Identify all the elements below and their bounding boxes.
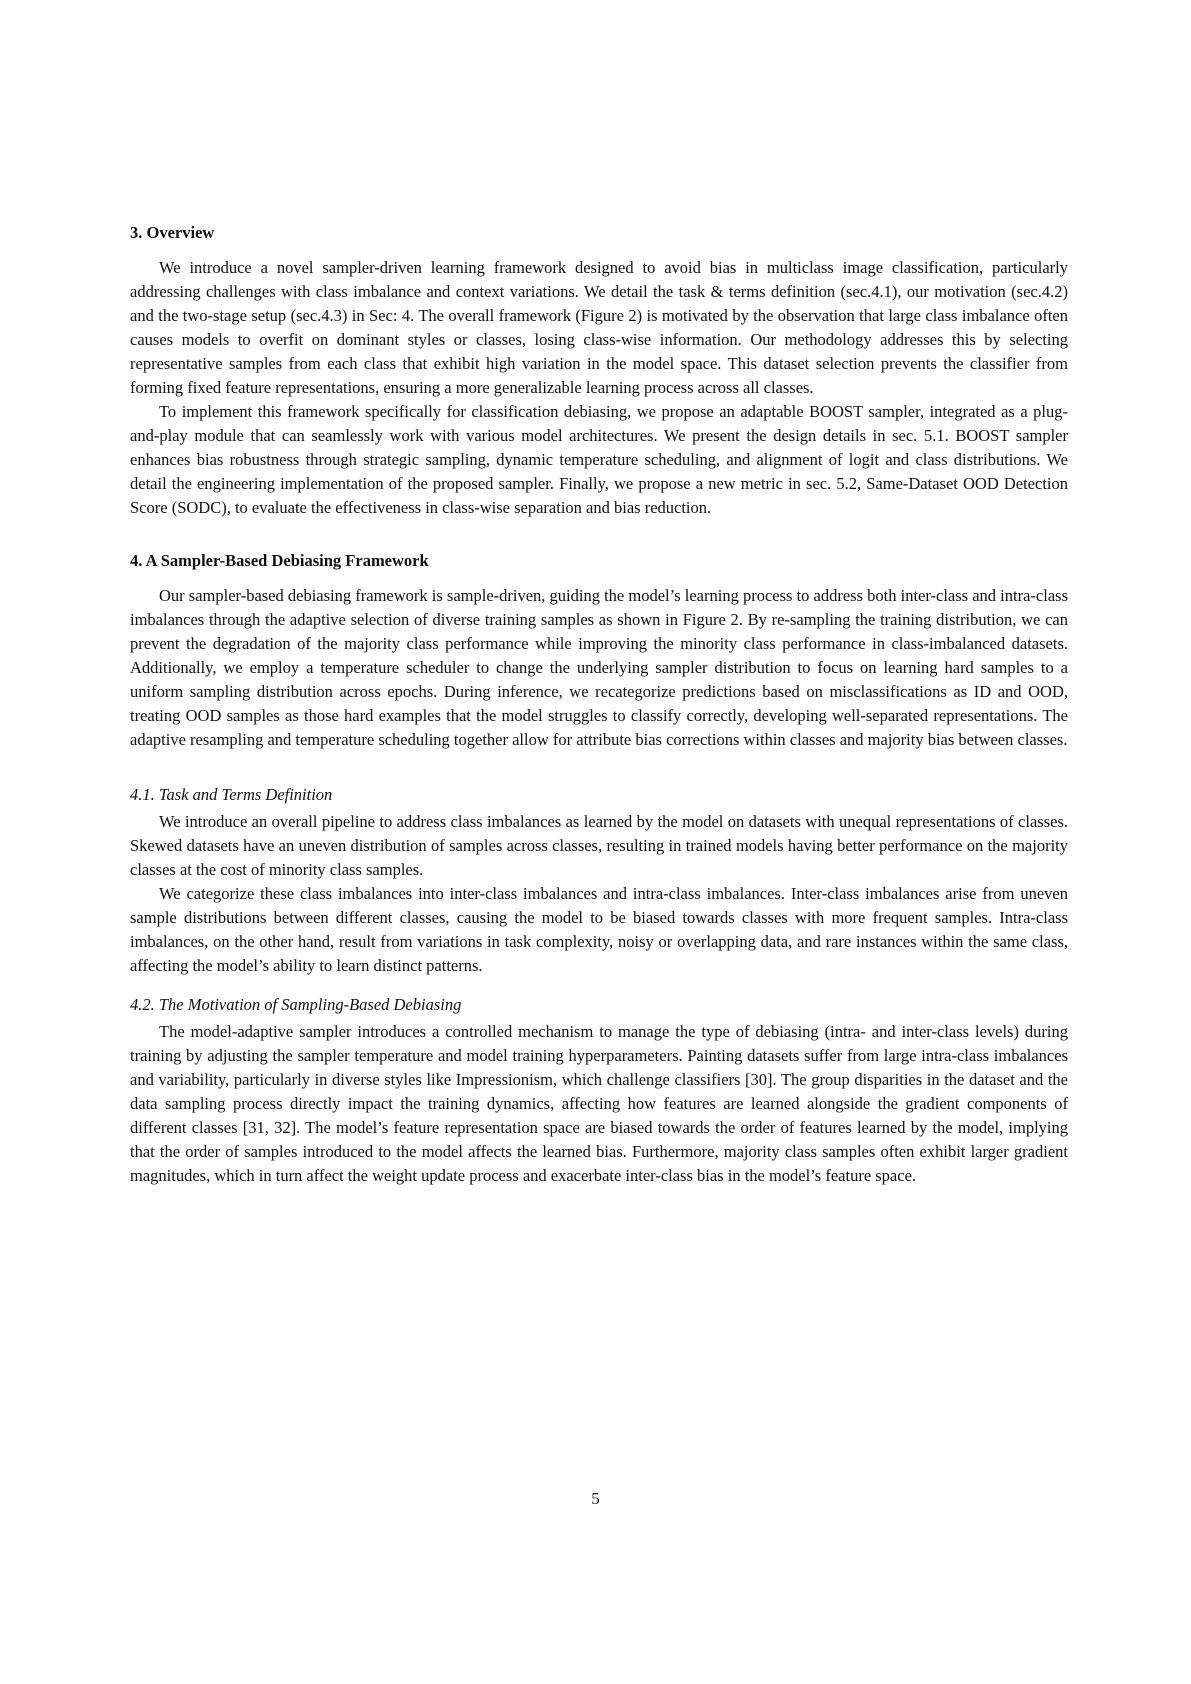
paragraph: We introduce an overall pipeline to address class imbalances as learned by the model on datasets with unequal representations of classes. Skewed datasets have an uneven distribution of samples across classes, resulting in trained models having better performance on the majority classes at the cost of minority class samples. (130, 812, 1068, 879)
paragraph: To implement this framework specifically for classification debiasing, we propose an adaptable BOOST sampler, integrated as a plug-and-play module that can seamlessly work with various model architectures. We present the design details in sec. 5.1. BOOST sampler enhances bias robustness through strategic sampling, dynamic temperature scheduling, and alignment of logit and class distributions. We detail the engineering implementation of the proposed sampler. Finally, we propose a new metric in sec. 5.2, Same-Dataset OOD Detection Score (SODC), to evaluate the effectiveness in class-wise separation and bias reduction. (130, 402, 1068, 517)
subsection-title-motivation: 4.2. The Motivation of Sampling-Based Debiasing (130, 995, 462, 1014)
paper-page-body (130, 222, 1068, 1218)
subsection-title-task-terms: 4.1. Task and Terms Definition (130, 785, 333, 804)
paragraph: We categorize these class imbalances into inter-class imbalances and intra-class imbalances. Inter-class imbalances arise from uneven sample distributions between different classes, causing the model to be biased towards classes with more frequent samples. Intra-class imbalances, on the other hand, result from variations in task complexity, noisy or overlapping data, and rare instances within the same class, affecting the model’s ability to learn distinct patterns. (130, 884, 1068, 975)
section-framework (130, 550, 1068, 1188)
paragraph: The model-adaptive sampler introduces a controlled mechanism to manage the type of debiasing (intra- and inter-class levels) during training by adjusting the sampler temperature and model training hyperparameters. Painting datasets suffer from large intra-class imbalances and variability, particularly in diverse styles like Impressionism, which challenge classifiers [30]. The group disparities in the dataset and the data sampling process directly impact the training dynamics, affecting how features are learned alongside the gradient components of different classes [31, 32]. The model’s feature representation space are biased towards the order of features learned by the model, implying that the order of samples introduced to the model affects the learned bias. Furthermore, majority class samples often exhibit larger gradient magnitudes, which in turn affect the weight update process and exacerbate inter-class bias in the model’s feature space. (130, 1022, 1068, 1185)
section-title-framework: 4. A Sampler-Based Debiasing Framework (130, 551, 429, 570)
subsection-motivation (130, 994, 1068, 1188)
paragraph: We introduce a novel sampler-driven learning framework designed to avoid bias in multiclass image classification, particularly addressing challenges with class imbalance and context variations. We detail the task & terms definition (sec.4.1), our motivation (sec.4.2) and the two-stage setup (sec.4.3) in Sec: 4. The overall framework (Figure 2) is motivated by the observation that large class imbalance often causes models to overfit on dominant styles or classes, losing class-wise information. Our methodology addresses this by selecting representative samples from each class that exhibit high variation in the model space. This dataset selection prevents the classifier from forming fixed feature representations, ensuring a more generalizable learning process across all classes. (130, 258, 1068, 397)
section-overview (130, 222, 1068, 520)
subsection-task-terms (130, 784, 1068, 978)
paragraph: Our sampler-based debiasing framework is sample-driven, guiding the model’s learning process to address both inter-class and intra-class imbalances through the adaptive selection of diverse training samples as shown in Figure 2. By re-sampling the training distribution, we can prevent the degradation of the majority class performance while improving the minority class performance in class-imbalanced datasets. Additionally, we employ a temperature scheduler to change the underlying sampler distribution to focus on learning hard samples to a uniform sampling distribution across epochs. During inference, we recategorize predictions based on misclassifications as ID and OOD, treating OOD samples as those hard examples that the model struggles to classify correctly, developing well-separated representations. The adaptive resampling and temperature scheduling together allow for attribute bias corrections within classes and majority bias between classes. (130, 586, 1068, 749)
section-title-overview: 3. Overview (130, 223, 215, 242)
page-number: 5 (591, 1489, 600, 1508)
